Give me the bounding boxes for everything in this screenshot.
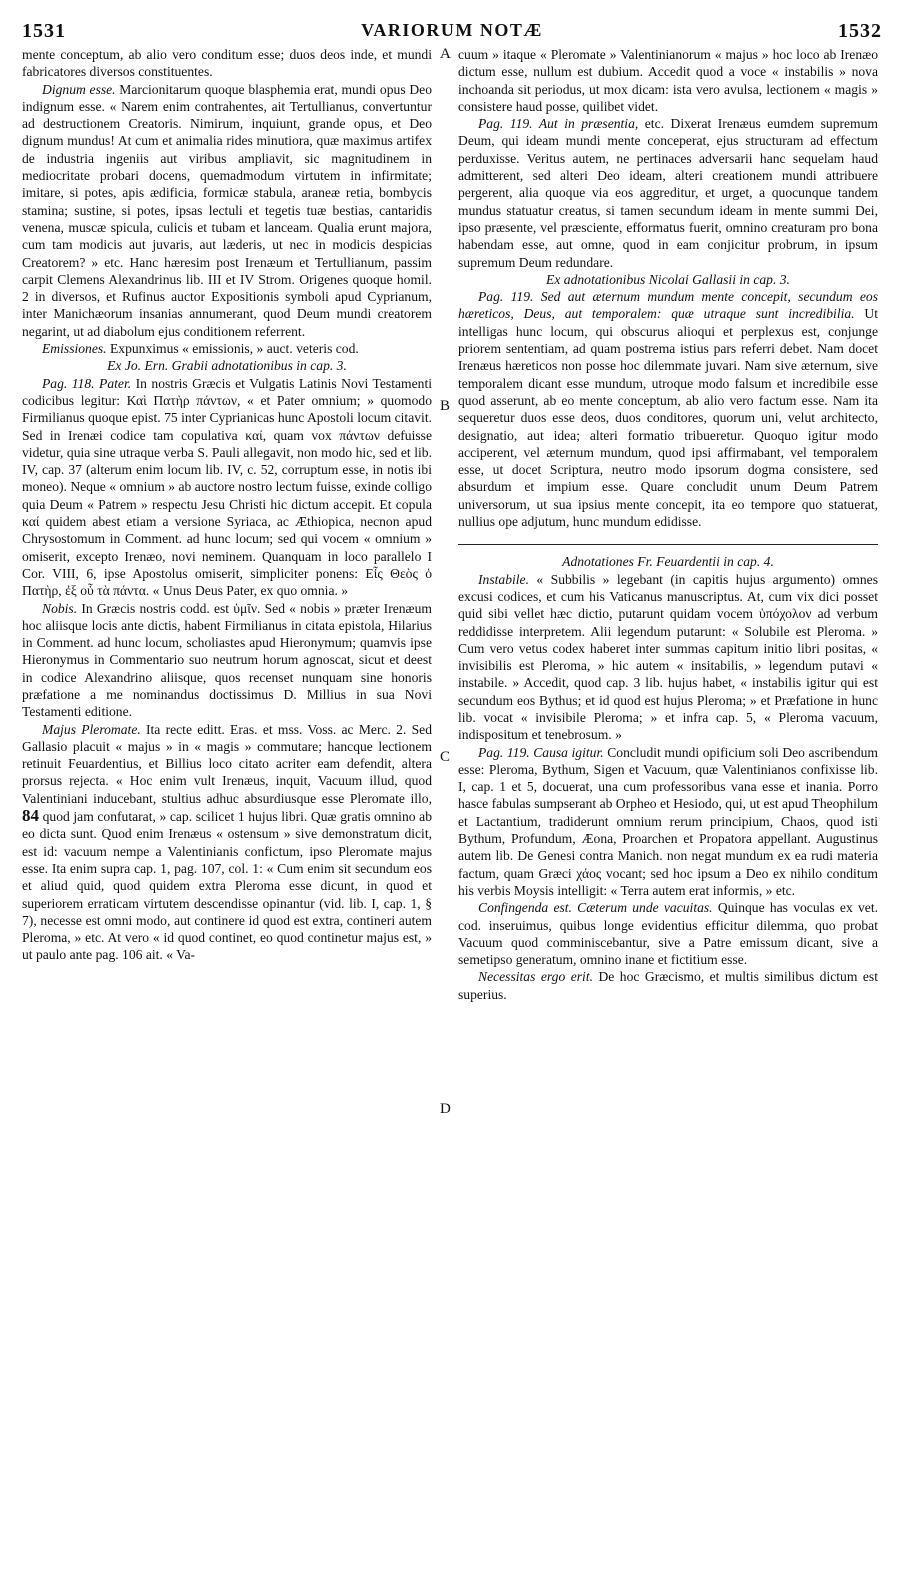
note-paragraph [22,721,432,964]
note-text: De hoc Græcismo, et multis similibus dictum est superius. [458,969,878,1002]
running-title: VARIORUM NOTÆ [361,20,543,40]
paragraph: cuum » itaque « Pleromate » Valentinianorum « majus » hoc loco ab Irenæo dictum esse, nullum est dubium. Accedit quod a voce « instabilis » nova inchoanda sit periodus, ut mox dicam: ista vero avulsa, lectionem « magis » consistere haud posse, quilibet videt. [458,47,878,114]
note-text: Ita recte editt. Eras. et mss. Voss. ac Merc. 2. Sed Gallasio placuit « majus » in « magis » commutare; hancque lectionem retinuit Feuardentius, et Billius loco citato acriter eam defendit, altera prorsus rejecta. « Hoc enim vult Irenæus, inquit, Vacuum illud, quod Valentiniani inducebant, stultius adhuc absurdiusque esse Pleromate illo, [22,721,432,806]
note-lemma: Instabile. [478,571,529,587]
note-lemma: Majus Pleromate. [42,721,141,737]
page-number-left: 1531 [22,20,66,42]
note-lemma: Emissiones. [42,341,107,357]
margin-letter-d: D [440,1101,451,1117]
note-paragraph [458,288,878,530]
note-lemma: Pag. 119. Sed aut æternum mundum mente concepit, secundum eos hæreticos, Deus, aut temporalem: quæ utraque sunt incredibilia. [458,289,878,322]
section-heading: Ex adnotationibus Nicolai Gallasii in cap. 3. [546,271,790,287]
note-text: « Subbilis » legebant (in capitis hujus argumento) omnes excusi codices, et cum his Vaticanus manuscriptus. At, cum vix dici posset quid sibi vellet hæc dictio, putarunt quidam vocem ὑπόχολον ad verbum reddidisse interpretem. Alii legendum putarunt: « Solubile est Pleroma. » Cum vero vetus codex haberet inter summas capitum initio libri positas, « invisibilis est Pleroma, » hic autem « insitabilis, » legendum putavi « instabile. » Accedit, quod cap. 3 lib. hujus habet, « instabilis igitur qui est secundum eos Bythus; et id quod est hujus Pleroma; » et Præfatione in hunc lib. vocat « invisibile Pleroma; » et infra cap. 5, « Pleroma vacuum, indispositum et tenebrosum. » [458,571,878,743]
margin-letter-c: C [440,749,451,765]
paragraph: mente conceptum, ab alio vero conditum esse; duos deos inde, et mundi fabricatores diversos constituentes. [22,47,432,80]
note-lemma: Dignum esse. [42,81,116,97]
note-lemma: Pag. 118. Pater. [42,375,132,391]
note-paragraph [22,600,432,721]
note-paragraph [458,744,878,900]
margin-letter-a: A [440,46,451,62]
note-text: Ut intelligas hunc locum, qui obscurus alioqui et perplexus est, conjunge priorem sententiam, ad quam postrema istius pars referri debet. Nam docet Irenæus hæreticos non posse hoc dilemmate juvari. Nam sive æternum, sive temporalem dicant esse mundum, utroque modo falsum et incredibile esse quod asserunt, ab eo mente conceptum, ab alio vero factum esse. Nam ita sequeretur duos esse deos, duos conditores, quorum uni, velut architecto, designatio, aut idea; alteri formatio tribueretur. Quoquo igitur modo acciperent, vel æternum mundum, quod ipsi affirmabant, vel temporalem esse, ut docet Scriptura, neutro modo ipsorum dogma consistere, sed absurdum et impium esse. Quare concludit unum Deum Patrem universorum, ut sua ipsius mente concepit, ita eo tempore quo statuerat, nullius ope adjutum, hunc mundum edidisse. [458,306,878,530]
right-column [458,46,878,1003]
note-lemma: Necessitas ergo erit. [478,969,594,985]
signature-mark: 84 [22,806,39,826]
note-paragraph [458,899,878,968]
section-heading: Adnotationes Fr. Feuardentii in cap. 4. [458,544,878,570]
note-lemma: Pag. 119. Aut in præsentia, [478,116,639,132]
note-paragraph [22,375,432,600]
note-text: quod jam confutarat, » cap. scilicet 1 hujus libri. Quæ gratis omnino ab eo dicta sunt. Quod enim Irenæus « ostensum » sive demonstratum dicit, est id: vacuum nempe a Valentinianis confictum, ipso Pleromate majus esse. Ita enim supra cap. 1, pag. 107, col. 1: « Cum enim sit secundum eos et aliud quid, quod quidem extra Pleroma esse dicunt, in quod et superiorem erraticam virtutem descendisse opinantur (vid. lib. I, cap. 1, § 7), necesse est omni modo, aut continere id quod est extra, contineri autem Pleroma, » etc. At vero « id quod continet, eo quod continetur majus est, » ut paulo ante pag. 106 ait. « Va- [22,809,432,963]
note-lemma: Confingenda est. Cæterum unde vacuitas. [478,900,713,916]
note-paragraph [22,81,432,340]
note-lemma: Pag. 119. Causa igitur. [478,744,604,760]
note-text: Concludit mundi opificium soli Deo ascribendum esse: Pleroma, Bythum, Sigen et Vacuum, quæ Valentinianos confixisse lib. I, cap. 1 et 5, docuerat, una cum professoribus vana esse et inania. Porro hasce fabulas sumpserant ab Orpheo et Hesiodo, qui, ut est apud Theophilum et Lactantium, tradiderunt omnium rerum principium, Chaos, quod isti Bythum, Profundum, Æona, Proarchen et Propatora appellant. Augustinus autem lib. De Genesi contra Manich. non negat mundum ex ea rudi materia factum, quam Græci χάος vocant; sed hoc ipsum a Deo ex nihilo conditum his verbis Moysis intelligit: « Terra autem erat informis, » etc. [458,744,878,898]
margin-letter-b: B [440,398,451,414]
note-text: In Græcis nostris codd. est ὑμῖν. Sed « nobis » præter Irenæum hoc aliisque locis ante dictis, habent Firmilianus in citata epistola, Hilarius in Comment. ad hunc locum, scholiastes apud Hieronymum; quamvis ipse Hieronymus in Commentario suo neutrum horum agnoscat, sicut et deest in codice Alexandrino aliisque, quos recenset nunquam sine honoris præfatione a me nominandus doctissimus D. Millius in sua Novi Testamenti editione. [22,600,432,720]
note-paragraph [458,571,878,744]
note-paragraph [22,340,432,357]
note-text: In nostris Græcis et Vulgatis Latinis Novi Testamenti codicibus legitur: Καὶ Πατὴρ πάντων, « et Pater omnium; » quomodo Firmilianus quoque epist. 75 inter Cyprianicas hunc Apostoli locum citavit. Sed in Irenæi codice tam copulativa καί, quam vox πάντων defuisse videtur, quia sine utraque verba S. Pauli allegavit, non modo hic, sed et lib. IV, cap. 37 (alterum enim locum lib. IV, c. 52, corruptum esse, in notis ibi moneo). Neque « omnium » ab auctore nostro lectum fuisse, exinde colligo quia Deum « Patrem » respectu Jesu Christi hic dictum accepit. Et copula καί quidem abest etiam a versione Syriaca, ac Æthiopica, necnon apud Chrysostomum in Comment. ad hunc locum; sed qui vocem « omnium » omiserit, excepto Irenæo, novi neminem. Quanquam in loco parallelo I Cor. VIII, 6, ipse Apostolus omiserit, simpliciter ponens: Εἷς Θεὸς ὁ Πατὴρ, ἐξ οὗ τὰ πάντα. « Unus Deus Pater, ex quo omnia. » [22,375,432,599]
note-text: Marcionitarum quoque blasphemia erat, mundi opus Deo indignum esse. « Narem enim contrahentes, ait Tertullianus, convertuntur ad destructionem Creatoris. Nimirum, inquiunt, grande opus, et Deo dignum mundus! At cum et animalia rides minutiora, quæ maximus artifex de industria ingeniis aut viribus ampliavit, sic magnitudinem in mediocritate probari docens, quemadmodum virtutem in infirmitate; imitare, si potes, apis ædificia, formicæ stabula, araneæ retia, bombycis stamina; sustine, si potes, ipsas lectuli et tegetis tuæ bestias, cantaridis venena, muscæ spicula, culicis et tubam et lanceam. Qualia erunt majora, cum tam modicis aut juvaris, aut læderis, ut nec in modicis despicias Creatorem? » etc. Hanc hæresim post Irenæum et Tertullianum, passim carpit Clemens Alexandrinus lib. III et IV Strom. Origenes quoque homil. 2 in diversos, et Rufinus auctor Expositionis symboli apud Cyprianum, inter Manichæorum insanias annumerant, quod Deum mundi creatorem negarint, ut ad diabolum ejus conditionem referrent. [22,81,432,339]
note-text: etc. Dixerat Irenæus eumdem supremum Deum, qui ideam mundi mente conceperat, ejus structuram ad effectum perduxisse. Veritus autem, ne pertinaces adversarii hanc sequelam haud admitterent, sed alteri Deo ideam, alteri creationem mundi attribuere pergerent, alia quoque via eos aggreditur, et urget, a quocunque tandem mundus statuatur creatus, si tamen secundum ideam in mente summi Dei, ipso præsente, vel præsciente, efformatus fuerit, omnino creaturam pro bona habendam esse, aut omne, quod in eam conjicitur probrum, in ipsum supremum Deum redundare. [458,116,878,270]
page-number-right: 1532 [838,20,882,42]
section-heading: Ex Jo. Ern. Grabii adnotationibus in cap. 3. [107,358,347,374]
note-text: Expunximus « emissionis, » auct. veteris cod. [106,341,359,357]
running-header [20,20,884,44]
note-paragraph [458,115,878,271]
left-column [22,46,432,964]
note-lemma: Nobis. [42,600,78,616]
note-paragraph [458,968,878,1003]
note-text: Quinque has voculas ex vet. cod. inseruimus, quibus longe evidentius efficitur dilemma, quo probat Vacuum quod comminiscebantur, sive a Patre emissum dicant, sive a semetipso generatum, omnino inane et fictitium esse. [458,900,878,968]
